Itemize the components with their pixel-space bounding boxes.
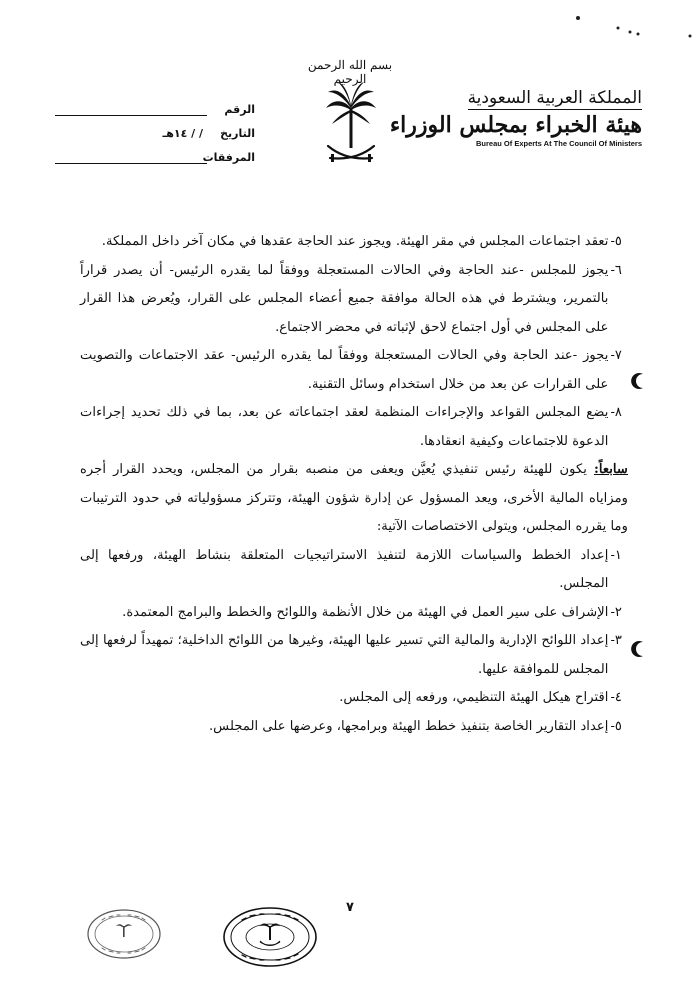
attachments-field — [55, 140, 255, 164]
margin-tab-icon — [630, 640, 648, 658]
item-text: تعقد اجتماعات المجلس في مقر الهيئة. ويجوز عند الحاجة عقدها في مكان آخر داخل المملكة. — [101, 234, 609, 249]
list-item — [80, 713, 622, 742]
bureau-name-arabic: هيئة الخبراء بمجلس الوزراء — [389, 112, 642, 138]
palm-swords-emblem-icon — [322, 78, 380, 168]
list-item — [80, 228, 622, 257]
item-number: ٥- — [610, 718, 622, 734]
item-text: الإشراف على سير العمل في الهيئة من خلال الأنظمة واللوائح والخطط والبرامج المعتمدة. — [122, 604, 609, 620]
list-item — [80, 542, 622, 599]
section-text: يكون للهيئة رئيس تنفيذي يُعيَّن ويعفى من منصبه بقرار من المجلس، ويحدد القرار أجره ومزاياه المالية الأخرى، ويعد المسؤول عن إدارة شؤون الهيئة، وتتركز مسؤولياته في حدود الترتيبات وما يقرره المجلس، ويتولى الاختصاصات الآتية: — [80, 462, 628, 534]
item-text: يضع المجلس القواعد والإجراءات المنظمة لعقد اجتماعاته عن بعد، بما في ذلك تحديد إجراءات الدعوة للاجتماعات وكيفية انعقادها. — [80, 405, 609, 449]
section-seventh — [80, 456, 628, 542]
page-number: ٧ — [346, 900, 354, 915]
list-item — [80, 627, 622, 684]
item-text: إعداد التقارير الخاصة بتنفيذ خطط الهيئة وبرامجها، وعرضها على المجلس. — [208, 718, 609, 734]
list-item — [80, 599, 622, 628]
item-text: إعداد الخطط والسياسات اللازمة لتنفيذ الاستراتيجيات المتعلقة بنشاط الهيئة، ورفعها إلى المجلس. — [80, 547, 609, 591]
list-item — [80, 257, 622, 343]
faded-seal-stamp — [86, 908, 162, 960]
scan-marks — [560, 10, 700, 50]
kingdom-name: المملكة العربية السعودية — [467, 88, 642, 108]
number-line — [55, 103, 207, 116]
organization-block — [389, 88, 642, 148]
number-label: الرقم — [224, 103, 255, 116]
item-number: ٢- — [610, 604, 622, 620]
document-body — [80, 228, 628, 741]
reference-fields — [55, 92, 255, 164]
number-field — [55, 92, 255, 116]
item-text: يجوز -عند الحاجة وفي الحالات المستعجلة ووفقاً لما يقدره الرئيس- عقد الاجتماعات والتصويت على القرارات عن بعد من خلال استخدام وسائل التقنية. — [80, 348, 609, 392]
item-text: إعداد اللوائح الإدارية والمالية التي تسير عليها الهيئة، وغيرها من اللوائح الداخلية؛ تمهيداً لرفعها إلى المجلس للموافقة عليها. — [80, 633, 609, 677]
item-text: يجوز للمجلس -عند الحاجة وفي الحالات المستعجلة ووفقاً لما يقدره الرئيس- أن يصدر قراراً بالتمرير، ويشترط في هذه الحالة موافقة جميع أعضاء المجلس على القرار، ويُعرض هذا القرار على المجلس في أول اجتماع لاحق لإثباته في محضر الاجتماع. — [80, 262, 609, 335]
item-text: اقتراح هيكل الهيئة التنظيمي، ورفعه إلى المجلس. — [339, 690, 609, 705]
bureau-name-english: Bureau Of Experts At The Council Of Ministers — [476, 139, 642, 148]
item-number: ١- — [610, 547, 622, 563]
attachments-label: المرفقات — [202, 151, 255, 164]
list-item — [80, 342, 622, 399]
list-item — [80, 684, 622, 713]
date-value: / / ١٤هـ — [162, 127, 203, 140]
date-field — [55, 116, 255, 140]
list-item — [80, 399, 622, 456]
item-number: ٨- — [610, 405, 622, 420]
item-number: ٣- — [610, 633, 622, 648]
basmala: بسم الله الرحمن الرحيم — [307, 58, 393, 86]
official-seal-stamp — [222, 906, 318, 968]
date-label: التاريخ — [220, 127, 255, 140]
item-number: ٤- — [610, 690, 622, 705]
margin-tab-icon — [630, 372, 648, 390]
attachments-line — [55, 151, 207, 164]
item-number: ٦- — [610, 262, 622, 278]
item-number: ٧- — [610, 348, 622, 363]
item-number: ٥- — [610, 234, 622, 249]
section-heading: سابعاً: — [594, 462, 628, 477]
